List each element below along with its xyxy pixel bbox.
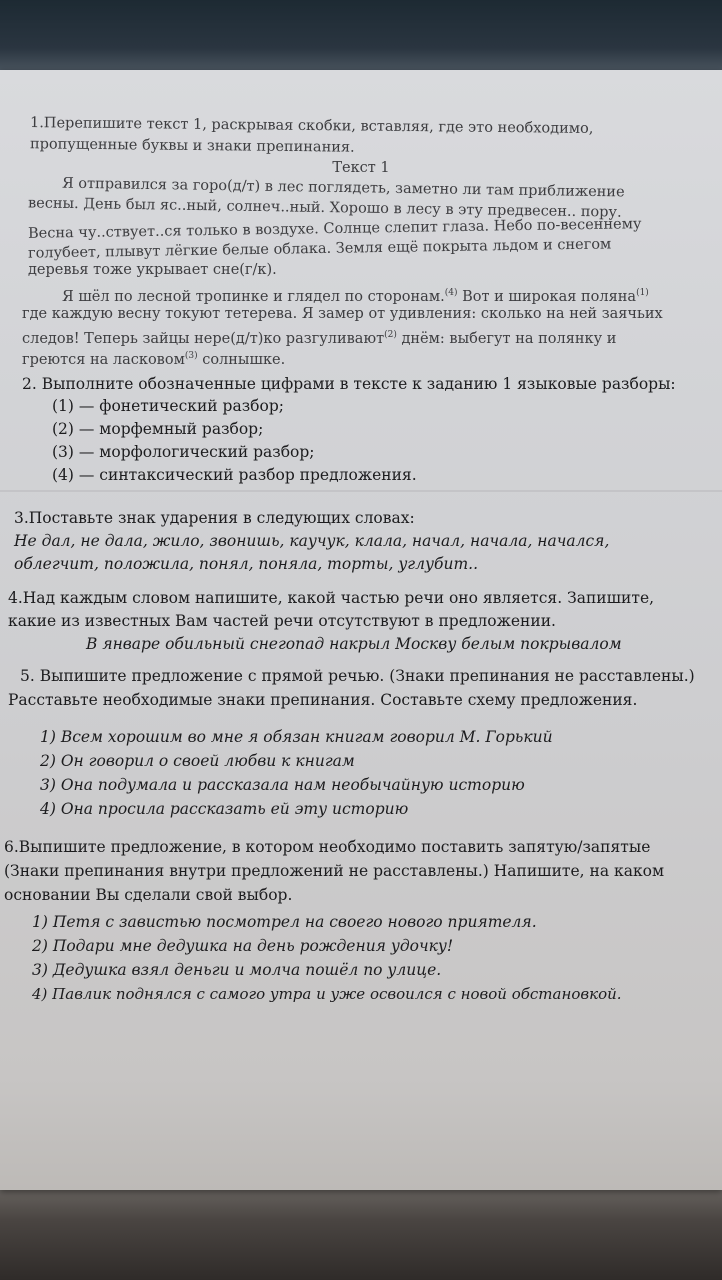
task5-option-2: 2) Он говорил о своей любви к книгам bbox=[40, 752, 355, 770]
mark-1: (1) bbox=[636, 288, 649, 298]
task4-sentence: В январе обильный снегопад накрыл Москву белым покрывалом bbox=[86, 635, 622, 653]
task1-paragraph2-line-4 bbox=[22, 346, 285, 370]
task3-words-line-1: Не дал, не дала, жило, звонишь, каучук, клала, начал, начала, начался, bbox=[14, 532, 610, 550]
mark-4: (4) bbox=[444, 288, 458, 298]
paragraph2-line3-part1: следов! Теперь зайцы нере(д/т)ко разгуливают bbox=[22, 330, 385, 347]
paragraph2-line4-part1: греются на ласковом bbox=[22, 351, 185, 368]
background-top bbox=[0, 0, 722, 80]
task6-title-line-3: основании Вы сделали свой выбор. bbox=[4, 886, 293, 904]
task1-text-title: Текст 1 bbox=[332, 160, 390, 176]
task1-paragraph1-line-1: Я отправился за горо(д/т) в лес поглядеть, заметно ли там приближение bbox=[61, 175, 625, 201]
task4-title-line-1: 4.Над каждым словом напишите, какой частью речи оно является. Запишите, bbox=[8, 589, 655, 607]
task6-title-line-2: (Знаки препинания внутри предложений не расставлены.) Напишите, на каком bbox=[4, 862, 665, 880]
paragraph2-line4-part2: солнышке. bbox=[202, 351, 286, 368]
task5-option-4: 4) Она просила рассказать ей эту историю bbox=[40, 800, 409, 818]
task2-title: 2. Выполните обозначенные цифрами в тексте к заданию 1 языковые разборы: bbox=[22, 375, 676, 393]
task1-paragraph1-line-2: весны. День был яс..ный, солнеч..ный. Хорошо в лесу в эту предвесен.. пору. bbox=[27, 195, 622, 221]
task5-title-line-2: Расставьте необходимые знаки препинания. Составьте схему предложения. bbox=[8, 691, 638, 709]
task5-title-line-1: 5. Выпишите предложение с прямой речью. (Знаки препинания не расставлены.) bbox=[20, 667, 695, 685]
task1-paragraph1-line-4: голубеет, плывут лёгкие белые облака. Земля ещё покрыта льдом и снегом bbox=[27, 236, 612, 262]
background-bottom bbox=[0, 1180, 722, 1280]
task5-option-1: 1) Всем хорошим во мне я обязан книгам говорил М. Горький bbox=[40, 728, 553, 746]
task6-title-line-1: 6.Выпишите предложение, в котором необходимо поставить запятую/запятые bbox=[4, 838, 651, 856]
mark-2: (2) bbox=[384, 330, 397, 340]
task1-instruction-line-2: пропущенные буквы и знаки препинания. bbox=[29, 136, 355, 156]
paragraph2-sentence-1: Я шёл по лесной тропинке и глядел по сторонам. bbox=[62, 288, 445, 305]
paragraph2-sentence-2: Вот и широкая поляна bbox=[462, 288, 637, 305]
task2-item-2: (2) — морфемный разбор; bbox=[52, 420, 264, 438]
task1-paragraph1-line-5: деревья тоже укрывает сне(г/к). bbox=[28, 262, 277, 278]
task6-option-3: 3) Дедушка взял деньги и молча пошёл по улице. bbox=[32, 961, 442, 979]
worksheet-paper bbox=[0, 70, 722, 1190]
task3-title: 3.Поставьте знак ударения в следующих словах: bbox=[14, 509, 415, 527]
task2-item-3: (3) — морфологический разбор; bbox=[52, 443, 315, 461]
task6-option-4: 4) Павлик поднялся с самого утра и уже освоился с новой обстановкой. bbox=[32, 985, 622, 1003]
task2-item-4: (4) — синтаксический разбор предложения. bbox=[52, 466, 417, 484]
task1-paragraph2-line-2: где каждую весну токуют тетерева. Я замер от удивления: сколько на ней заячьих bbox=[22, 306, 663, 322]
paragraph2-line3-part2: днём: выбегут на полянку и bbox=[401, 330, 617, 347]
task1-instruction-line-1: 1.Перепишите текст 1, раскрывая скобки, вставляя, где это необходимо, bbox=[29, 115, 594, 137]
task2-item-1: (1) — фонетический разбор; bbox=[52, 397, 284, 415]
task6-option-2: 2) Подари мне дедушка на день рождения удочку! bbox=[32, 937, 454, 955]
mark-3: (3) bbox=[184, 351, 198, 361]
task3-words-line-2: облегчит, положила, понял, поняла, торты, углубит.. bbox=[14, 555, 478, 573]
task5-option-3: 3) Она подумала и рассказала нам необычайную историю bbox=[40, 776, 525, 794]
task6-option-1: 1) Петя с завистью посмотрел на своего нового приятеля. bbox=[32, 913, 537, 931]
paper-fold bbox=[0, 490, 722, 492]
task4-title-line-2: какие из известных Вам частей речи отсутствуют в предложении. bbox=[8, 612, 556, 630]
task1-paragraph1-line-3: Весна чу..ствует..ся только в воздухе. Солнце слепит глаза. Небо по-весеннему bbox=[27, 216, 642, 242]
